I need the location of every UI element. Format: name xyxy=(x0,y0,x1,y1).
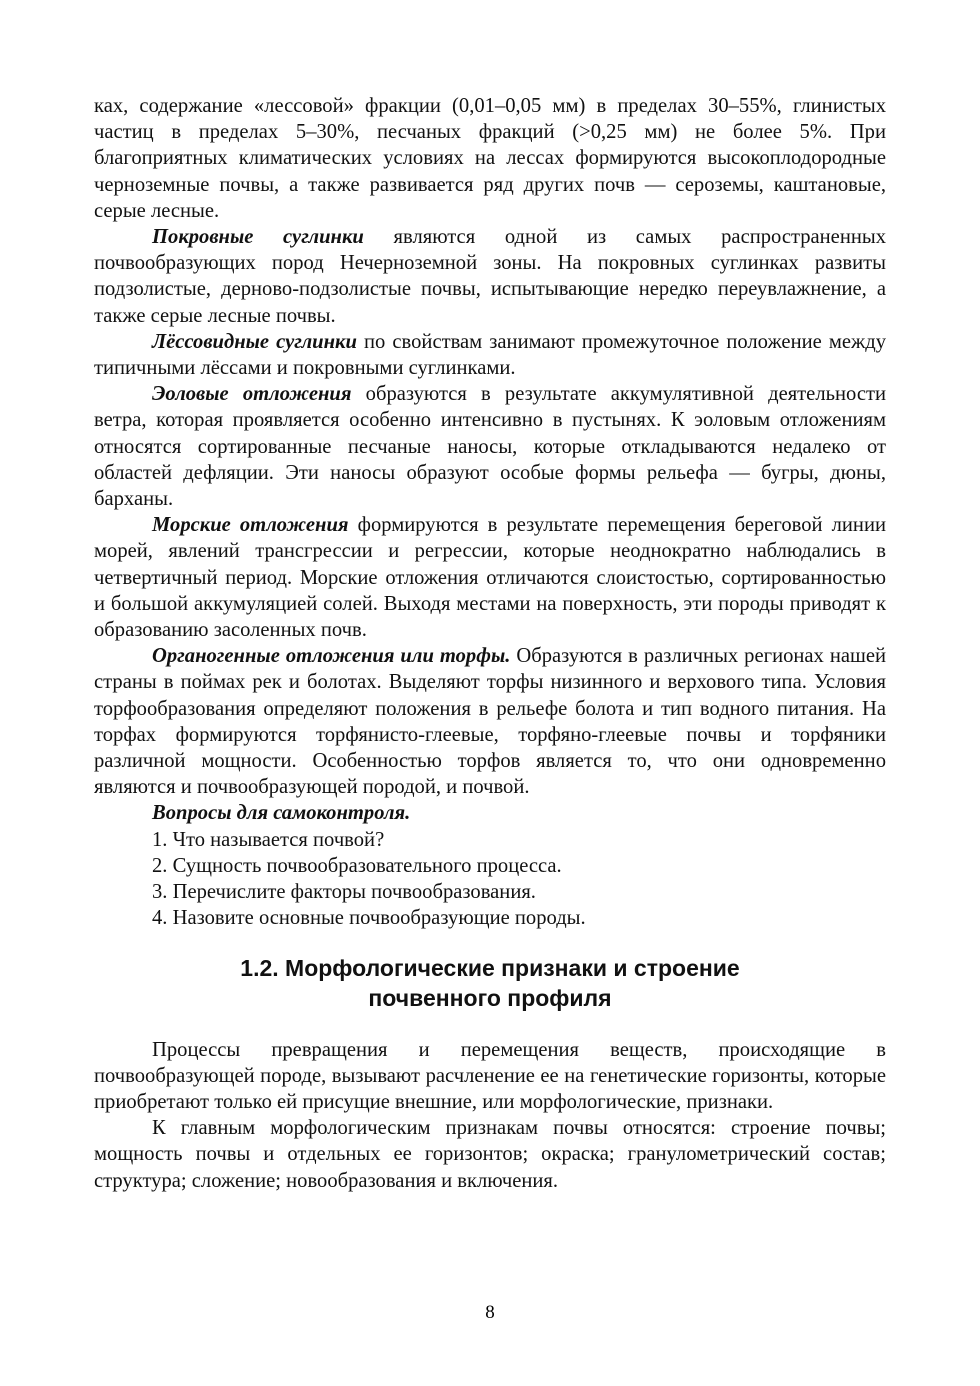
term-aeolian-deposits: Эоловые отложения xyxy=(152,383,352,406)
self-check-questions xyxy=(94,827,886,932)
paragraph-aeolian-deposits: Эоловые отложения образуются в результате аккумулятивной деятельности ветра, которая проявляется особенно интенсивно в пустынях. К эоловым отложениям относятся сортированные песчаные наносы, которые откладываются недалеко от областей дефляции. Эти наносы образуют особые формы рельефа — бугры, дюны, барханы. xyxy=(94,383,886,511)
term-cover-loams: Покровные суглинки xyxy=(152,226,364,249)
term-organogenic-deposits: Органогенные отложения или торфы. xyxy=(152,645,511,668)
question-item: 2. Сущность почвообразовательного процесса. xyxy=(152,854,562,877)
term-loess-like-loams: Лёссовидные суглинки xyxy=(152,330,357,353)
section-heading xyxy=(94,953,886,1013)
page-number: 8 xyxy=(485,1302,495,1323)
document-page xyxy=(94,93,886,1194)
paragraph-morphology-features: К главным морфологическим признакам почвы относятся: строение почвы; мощность почвы и отдельных ее горизонтов; окраска; гранулометрический состав; структура; сложение; новообразования и включения. xyxy=(94,1117,886,1192)
section-heading-line1: 1.2. Морфологические признаки и строение xyxy=(240,954,740,981)
paragraph-organogenic-deposits: Органогенные отложения или торфы. Образуются в различных регионах нашей страны в поймах рек и болотах. Выделяют торфы низинного и верхового типа. Условия торфообразования определяют положения в рельефе болота и тип водного питания. На торфах формируются торфянисто-глеевые, торфяно-глеевые почвы и торфяники различной мощности. Особенностью торфов является то, что они одновременно являются и почвообразующей породой, и почвой. xyxy=(94,645,886,799)
paragraph-morphology-intro: Процессы превращения и перемещения веществ, происходящие в почвообразующей породе, вызывают расчленение ее на генетические горизонты, которые приобретают только ей присущие внешние, или морфологические, признаки. xyxy=(94,1038,886,1113)
question-item: 3. Перечислите факторы почвообразования. xyxy=(152,881,536,904)
self-check-title: Вопросы для самоконтроля. xyxy=(152,802,411,825)
paragraph-loess-continued: ках, содержание «лессовой» фракции (0,01–0,05 мм) в пределах 30–55%, глинистых частиц в пределах 5–30%, песчаных фракций (>0,25 мм) не более 5%. При благоприятных климатических условиях на лессах формируются высокоплодородные черноземные почвы, а также развивается ряд других почв — сероземы, каштановые, серые лесные. xyxy=(94,95,886,222)
term-marine-deposits: Морские отложения xyxy=(152,514,349,537)
paragraph-marine-deposits: Морские отложения формируются в результате перемещения береговой линии морей, явлений трансгрессии и регрессии, которые неоднократно наблюдались в четвертичный период. Морские отложения отличаются слоистостью, сортированностью и большой аккумуляцией солей. Выходя местами на поверхность, эти породы приводят к образованию засоленных почв. xyxy=(94,514,886,642)
paragraph-loess-like-loams: Лёссовидные суглинки по свойствам занимают промежуточное положение между типичными лёссами и покровными суглинками. xyxy=(94,330,886,380)
paragraph-cover-loams: Покровные суглинки являются одной из самых распространенных почвообразующих пород Нечерноземной зоны. На покровных суглинках развиты подзолистые, дерново-подзолистые почвы, испытывающие нередко переувлажнение, а также серые лесные почвы. xyxy=(94,226,886,327)
question-item: 4. Назовите основные почвообразующие породы. xyxy=(152,907,586,930)
section-heading-line2: почвенного профиля xyxy=(368,984,612,1011)
question-item: 1. Что называется почвой? xyxy=(152,828,385,851)
